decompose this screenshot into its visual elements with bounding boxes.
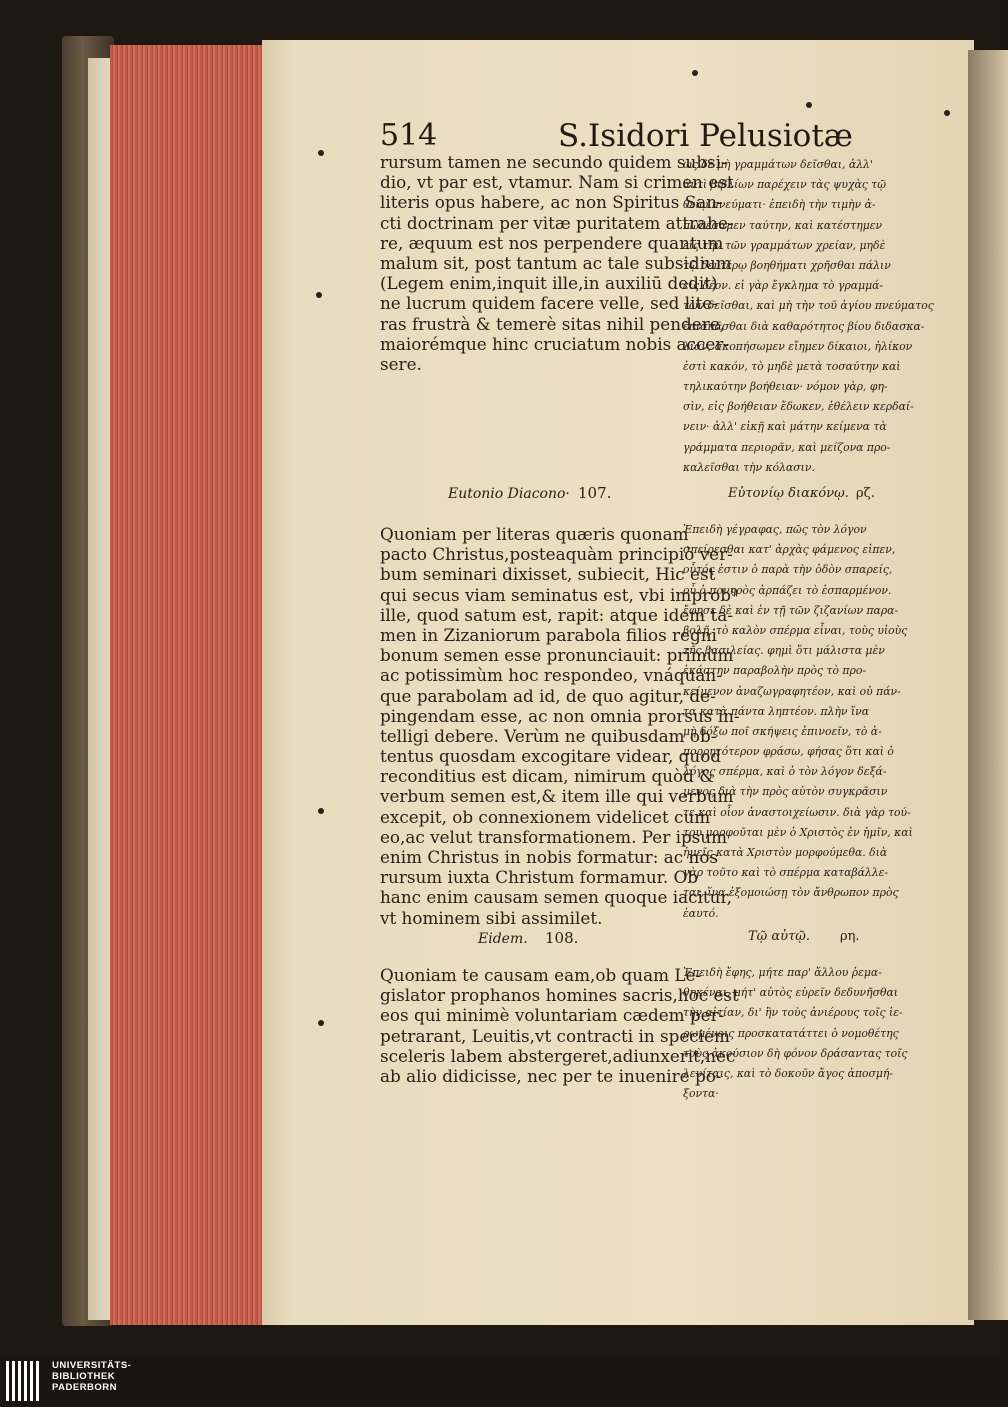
logo-line: UNIVERSITÄTS- — [52, 1360, 132, 1371]
greek-text-block-2 — [683, 520, 923, 924]
greek-letter-heading-2: Τῷ αὐτῷ. — [748, 929, 811, 944]
text-line: excepit, ob connexionem videlicet cum — [380, 806, 711, 827]
text-line: θείῳ πνεύματι· ἐπειδὴ τὴν τιμὴν ἀ- — [683, 198, 876, 212]
binding-hole — [806, 102, 812, 108]
text-line: ἀντὶ βιβλίων παρέχειν τὰς ψυχὰς τῷ — [683, 178, 887, 192]
text-line: μὴ δόξω ποῖ σκήψεις ἐπινοεῖν, τὸ ἀ- — [683, 724, 882, 738]
text-line: πωλέσαμεν ταύτην, καὶ κατέστημεν — [683, 218, 883, 232]
text-line: que parabolam ad id, de quo agitur, de- — [380, 685, 716, 706]
latin-letter-number-1: 107. — [578, 484, 612, 502]
text-line: ὡς δὲ μὴ γραμμάτων δεῖσθαι, ἀλλ' — [683, 158, 873, 171]
latin-letter-heading-1: Eutonio Diacono· — [448, 486, 570, 502]
red-page-edges — [110, 45, 270, 1325]
latin-text-block-3 — [380, 965, 739, 1086]
text-line: dio, vt par est, vtamur. Nam si crimen est — [380, 172, 734, 193]
text-line: (Legem enim,inquit ille,in auxiliū dedit) — [380, 273, 718, 294]
text-line: ras frustrà & temerè sitas nihil pendere, — [380, 313, 725, 334]
binding-hole — [316, 292, 322, 298]
text-line: ἐπισπᾶσθαι διὰ καθαρότητος βίου διδασκα- — [683, 319, 925, 333]
text-line: hanc enim causam semen quoque iacitur, — [380, 887, 732, 908]
text-line: men in Zizaniorum parabola filios regni — [380, 624, 717, 645]
text-line: πορρητότερον φράσω, φήσας ὅτι καὶ ὁ — [683, 745, 894, 759]
greek-text-block-3 — [683, 963, 923, 1104]
greek-letter-number-1: ρζ. — [856, 486, 875, 501]
text-line: νειν· ἀλλ' εἰκῇ καὶ μάτην κείμενα τὰ — [683, 420, 887, 434]
text-line: κείμενον ἀναζωγραφητέον, καὶ οὐ πάν- — [683, 684, 901, 698]
text-line: pacto Christus,posteaquàm principiò ver- — [380, 544, 733, 565]
text-line: τῷ δευτέρῳ βοηθήματι χρῆσθαι πάλιν — [683, 258, 891, 272]
logo-line: BIBLIOTHEK — [52, 1371, 116, 1382]
text-line: cti doctrinam per vitæ puritatem attrahe- — [380, 212, 734, 233]
text-line: eo,ac velut transformationem. Per ipsum — [380, 826, 728, 847]
footer-bar — [0, 1357, 1000, 1407]
latin-text-block-1 — [380, 152, 734, 374]
text-line: τὴν αἰτίαν, δι' ἣν τοὺς ἀνιέρους τοῖς ἱε- — [683, 1006, 903, 1020]
logo-line: PADERBORN — [52, 1382, 118, 1393]
text-line: σὶν, εἰς βοήθειαν ἔδωκεν, ἐθέλειν κερδαί- — [683, 400, 914, 414]
text-line: petrarant, Leuitis,vt contracti in speciem — [380, 1025, 730, 1046]
text-line: εἰς τὴν τῶν γραμμάτων χρείαν, μηδὲ — [683, 238, 886, 252]
text-line: ξοντα· — [683, 1087, 719, 1101]
text-line: rursum iuxta Christum formamur. Ob — [380, 867, 699, 888]
text-line: Ἐπειδὴ γέγραφας, πῶς τὸν λόγον — [683, 523, 867, 536]
text-line: sceleris labem abstergeret,adiunxerit,nec — [380, 1045, 736, 1066]
greek-letter-heading-1: Εὐτονίῳ διακόνῳ. — [728, 486, 849, 501]
text-line: ab alio didicisse, nec per te inuenire po- — [380, 1065, 722, 1086]
page-number: 514 — [380, 118, 438, 153]
text-line: ἔφησε δὲ καὶ ἐν τῇ τῶν ζιζανίων παρα- — [683, 603, 899, 617]
latin-letter-heading-2: Eidem. — [478, 931, 528, 947]
text-line: καλεῖσθαι τὴν κόλασιν. — [683, 460, 815, 474]
text-line: malum sit, post tantum ac tale subsidium — [380, 252, 732, 273]
text-line: enim Christus in nobis formatur: ac nos — [380, 847, 719, 867]
text-line: ne lucrum quidem facere velle, sed lite- — [380, 293, 718, 314]
text-line: qui secus viam seminatus est, vbi improb⁹ — [380, 584, 738, 605]
text-line: rursum tamen ne secundo quidem subsi- — [380, 152, 727, 172]
text-line: σπείρεσθαι κατ' ἀρχὰς φάμενος εἰπεν, — [683, 543, 896, 557]
text-line: Ἐπειδὴ ἔφης, μήτε παρ' ἄλλου ῥεμα- — [683, 966, 882, 979]
text-line: ἐστὶ κακόν, τὸ μηδὲ μετὰ τοσαύτην καὶ — [683, 359, 901, 373]
text-line: Quoniam te causam eam,ob quam Le- — [380, 965, 702, 985]
text-line: bonum semen esse pronunciauit: primùm — [380, 645, 734, 666]
text-line: μενος διὰ τὴν πρὸς αὐτὸν συγκρᾶσιν — [683, 785, 888, 799]
text-line: pingendam esse, ac non omnia prorsus in- — [380, 705, 740, 726]
text-line: λευίταις, καὶ τὸ δοκοῦν ἄγος ἀποσμή- — [683, 1066, 894, 1080]
text-line: θηκέναι, μήτ' αὐτὸς εὑρεῖν δεδυνῆσθαι — [683, 986, 898, 1000]
text-line: telligi debere. Verùm ne quibusdam ob- — [380, 725, 717, 746]
text-line: gislator prophanos homines sacris,hoc est — [380, 985, 739, 1006]
text-line: γράμματα περιορᾶν, καὶ μείζονα προ- — [683, 440, 891, 454]
text-line: tentus quosdam excogitare videar, quod — [380, 746, 722, 767]
latin-letter-number-2: 108. — [545, 929, 579, 947]
text-line: verbum semen est,& item ille qui verbum — [380, 786, 734, 807]
text-line: ται, ἵνα ἐξομοιώσῃ τὸν ἄνθρωπον πρὸς — [683, 886, 899, 900]
text-line: οὗτός ἐστιν ὁ παρὰ τὴν ὁδὸν σπαρείς, — [683, 563, 893, 577]
text-line: εἰς δέον. εἰ γὰρ ἔγκλημα τὸ γραμμά- — [683, 279, 884, 293]
text-line: Quoniam per literas quæris quonam — [380, 524, 689, 544]
text-line: reconditius est dicam, nimirum quòd & — [380, 766, 715, 787]
text-line: sere. — [380, 353, 422, 374]
text-line: τηλικαύτην βοήθειαν· νόμον γὰρ, φη- — [683, 380, 888, 394]
text-line: οὗ ὁ πονηρὸς ἁρπάζει τὸ ἐσπαρμένον. — [683, 583, 892, 597]
page-title: S.Isidori Pelusiotæ — [558, 118, 853, 154]
text-line: eos qui minimè voluntariam cædem per- — [380, 1005, 725, 1026]
text-line: λίαν, σκοπήσωμεν εἴημεν δίκαιοι, ἡλίκον — [683, 339, 913, 353]
text-line: του μορφοῦται μὲν ὁ Χριστὸς ἐν ἡμῖν, καὶ — [683, 825, 913, 839]
text-line: ἡμεῖς κατὰ Χριστὸν μορφούμεθα. διὰ — [683, 846, 888, 859]
library-logo-text — [52, 1360, 131, 1393]
text-line: bum seminari dixisset, subiecit, Hic est — [380, 564, 716, 585]
text-line: τε καὶ οἷον ἀναστοιχείωσιν. διὰ γὰρ τού- — [683, 805, 911, 819]
binding-hole — [318, 1020, 324, 1026]
facing-page-edge — [968, 50, 1008, 1320]
binding-hole — [318, 808, 324, 814]
text-line: ρωμένοις προσκατατάττει ὁ νομοθέτης — [683, 1026, 899, 1040]
text-line: των δεῖσθαι, καὶ μὴ τὴν τοῦ ἁγίου πνεύματος — [683, 299, 934, 313]
text-line: τα κατὰ πάντα ληπτέον. πλὴν ἵνα — [683, 704, 870, 718]
text-line: re, æquum est nos perpendere quantum — [380, 232, 724, 253]
text-line: ac potissimùm hoc respondeo, vnáquan- — [380, 665, 722, 686]
text-line: λόγος σπέρμα, καὶ ὁ τὸν λόγον δεξά- — [683, 765, 887, 779]
text-line: τοὺς ἀκούσιον δὴ φόνον δράσαντας τοῖς — [683, 1046, 908, 1060]
text-line: ἑαυτό. — [683, 906, 719, 920]
text-line: vt hominem sibi assimilet. — [380, 907, 603, 928]
text-line: ἑκάστην παραβολὴν πρὸς τὸ προ- — [683, 664, 866, 678]
text-line: ille, quod satum est, rapit: atque idem ta- — [380, 604, 733, 625]
greek-text-block-1 — [683, 155, 934, 478]
text-line: βολῇ, τὸ καλὸν σπέρμα εἶναι, τοὺς υἱοὺς — [683, 623, 908, 637]
text-line: literis opus habere, ac non Spiritus San- — [380, 192, 723, 213]
text-line: τῆς βασιλείας. φημὶ ὅτι μάλιστα μὲν — [683, 644, 885, 658]
text-line: maiorémque hinc cruciatum nobis accer- — [380, 333, 729, 354]
binding-hole — [318, 150, 324, 156]
text-line: γὰρ τοῦτο καὶ τὸ σπέρμα καταβάλλε- — [683, 866, 889, 880]
library-logo-icon — [6, 1361, 42, 1401]
greek-letter-number-2: ρη. — [840, 929, 860, 944]
binding-hole — [944, 110, 950, 116]
binding-hole — [692, 70, 698, 76]
